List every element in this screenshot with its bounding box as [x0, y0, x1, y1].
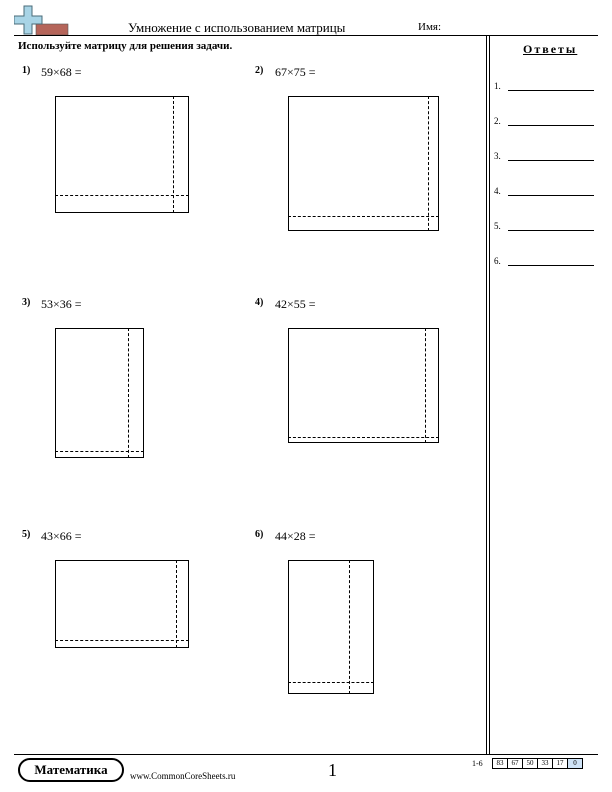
- score-cell: 33: [537, 758, 553, 769]
- subject-badge: Математика: [18, 758, 124, 782]
- problem-4-matrix[interactable]: [288, 328, 439, 443]
- answer-label-5: 5.: [494, 221, 501, 231]
- footer-rule: [14, 754, 598, 755]
- problem-3-text: 53×36 =: [41, 297, 82, 311]
- page-number: 1: [328, 760, 337, 780]
- problem-5-vertical-split: [176, 560, 177, 648]
- score-range-label: 1-6: [472, 759, 483, 768]
- problem-4-vertical-split: [425, 328, 426, 443]
- problem-2-number: 2): [255, 65, 264, 76]
- answer-field-2[interactable]: [508, 125, 594, 126]
- name-label: Имя:: [418, 21, 442, 33]
- problem-2-vertical-split: [428, 96, 429, 231]
- problem-1-horizontal-split: [55, 195, 189, 196]
- problem-2-text: 67×75 =: [275, 65, 316, 79]
- answer-label-1: 1.: [494, 81, 501, 91]
- problem-4-horizontal-split: [288, 437, 439, 438]
- score-cell: 50: [522, 758, 538, 769]
- problem-4-number: 4): [255, 297, 264, 308]
- problem-6-number: 6): [255, 529, 264, 540]
- answer-field-5[interactable]: [508, 230, 594, 231]
- site-url[interactable]: www.CommonCoreSheets.ru: [130, 771, 236, 781]
- header-rule: [14, 35, 598, 36]
- answer-field-6[interactable]: [508, 265, 594, 266]
- problem-3-horizontal-split: [55, 451, 144, 452]
- answer-label-4: 4.: [494, 186, 501, 196]
- answer-label-6: 6.: [494, 256, 501, 266]
- answer-label-2: 2.: [494, 116, 501, 126]
- problem-1-text: 59×68 =: [41, 65, 82, 79]
- score-cell: 17: [552, 758, 568, 769]
- problem-3-number: 3): [22, 297, 31, 308]
- problem-4-text: 42×55 =: [275, 297, 316, 311]
- plus-cross-logo-icon: [14, 4, 70, 38]
- problem-2-matrix[interactable]: [288, 96, 439, 231]
- score-cell: 83: [492, 758, 508, 769]
- answers-title: Ответы: [523, 42, 578, 56]
- answer-label-3: 3.: [494, 151, 501, 161]
- column-divider-inner: [489, 36, 490, 754]
- score-cell: 67: [507, 758, 523, 769]
- answer-field-4[interactable]: [508, 195, 594, 196]
- problem-5-number: 5): [22, 529, 31, 540]
- problem-2-horizontal-split: [288, 216, 439, 217]
- problem-1-number: 1): [22, 65, 31, 76]
- score-table: [492, 758, 582, 769]
- problem-3-matrix[interactable]: [55, 328, 144, 458]
- worksheet-title: Умножение с использованием матрицы: [128, 20, 346, 35]
- problem-5-text: 43×66 =: [41, 529, 82, 543]
- problem-5-matrix[interactable]: [55, 560, 189, 648]
- problem-6-text: 44×28 =: [275, 529, 316, 543]
- answer-field-1[interactable]: [508, 90, 594, 91]
- answer-field-3[interactable]: [508, 160, 594, 161]
- problem-6-matrix[interactable]: [288, 560, 374, 694]
- problem-5-horizontal-split: [55, 640, 189, 641]
- problem-3-vertical-split: [128, 328, 129, 458]
- instructions: Используйте матрицу для решения задачи.: [18, 40, 233, 52]
- problem-6-horizontal-split: [288, 682, 374, 683]
- score-cell: 0: [567, 758, 583, 769]
- column-divider: [486, 36, 487, 754]
- problem-6-vertical-split: [349, 560, 350, 694]
